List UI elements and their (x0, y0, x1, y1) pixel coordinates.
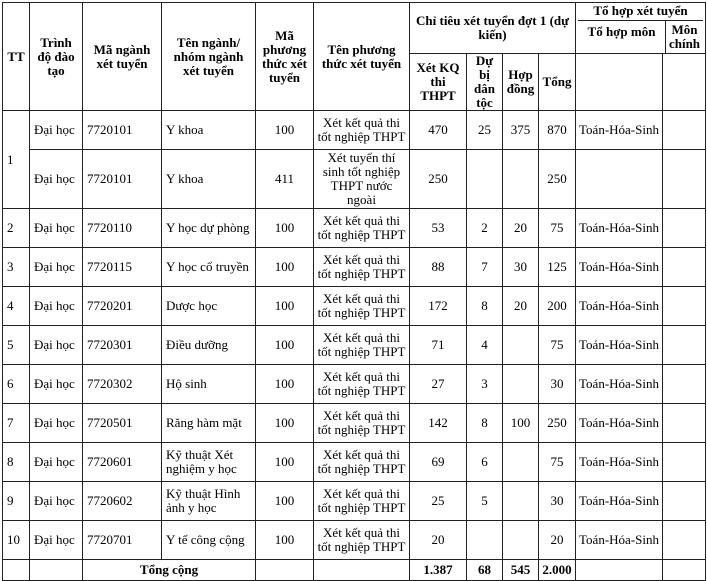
total-prep: 68 (467, 560, 503, 581)
cell-level: Đại học (30, 365, 83, 404)
cell-contract: 100 (503, 404, 539, 443)
cell-method: 100 (256, 209, 314, 248)
cell-name: Y học dự phòng (162, 209, 256, 248)
cell-code: 7720302 (83, 365, 162, 404)
header-quota-contract: Hợp đồng (503, 54, 539, 111)
cell-main (663, 443, 706, 482)
row-1b-thpt: 250 (410, 150, 467, 209)
cell-method: 100 (256, 326, 314, 365)
row-1-thpt: 470 (410, 111, 467, 150)
total-total: 2.000 (539, 560, 576, 581)
row-1b-combo (576, 150, 663, 209)
table-row (3, 326, 706, 365)
cell-tt: 5 (3, 326, 30, 365)
cell-main (663, 521, 706, 560)
cell-method-name: Xét kết quả thi tốt nghiệp THPT (314, 443, 410, 482)
row-1b-prep (467, 150, 503, 209)
cell-contract (503, 326, 539, 365)
cell-prep: 2 (467, 209, 503, 248)
cell-tt: 6 (3, 365, 30, 404)
cell-code: 7720701 (83, 521, 162, 560)
row-1-combo: Toán-Hóa-Sinh (576, 111, 663, 150)
row-1-prep: 25 (467, 111, 503, 150)
cell-method: 100 (256, 482, 314, 521)
cell-thpt: 20 (410, 521, 467, 560)
row-1-code: 7720101 (83, 111, 162, 150)
cell-combo: Toán-Hóa-Sinh (576, 209, 663, 248)
cell-method-name: Xét kết quả thi tốt nghiệp THPT (314, 248, 410, 287)
cell-code: 7720115 (83, 248, 162, 287)
total-label: Tổng cộng (83, 560, 256, 581)
cell-thpt: 27 (410, 365, 467, 404)
row-1-level: Đại học (30, 111, 83, 150)
header-quota-total: Tổng (539, 54, 576, 111)
table-row (3, 404, 706, 443)
cell-combo: Toán-Hóa-Sinh (576, 248, 663, 287)
cell-prep: 8 (467, 404, 503, 443)
cell-total: 250 (539, 404, 576, 443)
cell-prep: 6 (467, 443, 503, 482)
header-method-code: Mã phương thức xét tuyển (256, 3, 314, 111)
cell-contract (503, 482, 539, 521)
cell-method-name: Xét kết quả thi tốt nghiệp THPT (314, 404, 410, 443)
row-1-method-name: Xét kết quả thi tốt nghiệp THPT (314, 111, 410, 150)
cell-name: Y tế công cộng (162, 521, 256, 560)
cell-method: 100 (256, 248, 314, 287)
header-quota-group: Chỉ tiêu xét tuyển đợt 1 (dự kiến) (410, 3, 576, 54)
cell-combo: Toán-Hóa-Sinh (576, 443, 663, 482)
table-row (3, 209, 706, 248)
cell-method-name: Xét kết quả thi tốt nghiệp THPT (314, 209, 410, 248)
total-blank-1 (3, 560, 30, 581)
header-combo: Tổ hợp môn (578, 21, 666, 53)
cell-method: 100 (256, 443, 314, 482)
cell-level: Đại học (30, 209, 83, 248)
cell-combo: Toán-Hóa-Sinh (576, 482, 663, 521)
cell-total: 200 (539, 287, 576, 326)
cell-level: Đại học (30, 248, 83, 287)
cell-thpt: 71 (410, 326, 467, 365)
header-main-col (663, 54, 706, 111)
cell-level: Đại học (30, 404, 83, 443)
table-row (3, 365, 706, 404)
row-1-total: 870 (539, 111, 576, 150)
cell-total: 125 (539, 248, 576, 287)
cell-method-name: Xét kết quả thi tốt nghiệp THPT (314, 482, 410, 521)
cell-method: 100 (256, 521, 314, 560)
table-row (3, 443, 706, 482)
cell-contract (503, 365, 539, 404)
cell-combo: Toán-Hóa-Sinh (576, 326, 663, 365)
cell-level: Đại học (30, 521, 83, 560)
cell-code: 7720110 (83, 209, 162, 248)
cell-method-name: Xét kết quả thi tốt nghiệp THPT (314, 521, 410, 560)
header-combo-group (576, 3, 706, 54)
row-1b-method-name: Xét tuyển thí sinh tốt nghiệp THPT nước ngoài (314, 150, 410, 209)
cell-level: Đại học (30, 287, 83, 326)
cell-thpt: 142 (410, 404, 467, 443)
cell-contract (503, 443, 539, 482)
cell-contract: 20 (503, 287, 539, 326)
cell-code: 7720602 (83, 482, 162, 521)
cell-prep: 5 (467, 482, 503, 521)
cell-method: 100 (256, 287, 314, 326)
cell-name: Kỹ thuật Hình ảnh y học (162, 482, 256, 521)
cell-thpt: 25 (410, 482, 467, 521)
header-combo-col (576, 54, 663, 111)
cell-total: 75 (539, 443, 576, 482)
cell-method: 100 (256, 404, 314, 443)
cell-level: Đại học (30, 326, 83, 365)
header-main-subject: Môn chính (668, 22, 701, 51)
cell-prep: 4 (467, 326, 503, 365)
cell-thpt: 88 (410, 248, 467, 287)
cell-main (663, 287, 706, 326)
cell-total: 75 (539, 209, 576, 248)
cell-main (663, 209, 706, 248)
cell-main (663, 404, 706, 443)
row-1-tt: 1 (3, 111, 30, 209)
cell-thpt: 53 (410, 209, 467, 248)
total-blank-6 (663, 560, 706, 581)
cell-prep (467, 521, 503, 560)
row-1-method: 100 (256, 111, 314, 150)
row-1b-main (663, 150, 706, 209)
cell-level: Đại học (30, 443, 83, 482)
cell-code: 7720301 (83, 326, 162, 365)
cell-tt: 4 (3, 287, 30, 326)
total-blank-5 (576, 560, 663, 581)
row-1b-method: 411 (256, 150, 314, 209)
row-1-contract: 375 (503, 111, 539, 150)
total-blank-4 (314, 560, 410, 581)
cell-code: 7720601 (83, 443, 162, 482)
total-blank-3 (256, 560, 314, 581)
cell-main (663, 248, 706, 287)
total-blank-2 (30, 560, 83, 581)
cell-code: 7720501 (83, 404, 162, 443)
header-method-name: Tên phương thức xét tuyển (314, 3, 410, 111)
row-1b-total: 250 (539, 150, 576, 209)
cell-tt: 3 (3, 248, 30, 287)
cell-main (663, 482, 706, 521)
cell-prep: 8 (467, 287, 503, 326)
cell-total: 30 (539, 482, 576, 521)
cell-name: Răng hàm mặt (162, 404, 256, 443)
cell-level: Đại học (30, 482, 83, 521)
header-major-code: Mã ngành xét tuyển (83, 3, 162, 111)
cell-thpt: 69 (410, 443, 467, 482)
cell-total: 30 (539, 365, 576, 404)
cell-method-name: Xét kết quả thi tốt nghiệp THPT (314, 326, 410, 365)
header-tt: TT (3, 3, 30, 111)
table-row (3, 248, 706, 287)
table-row (3, 521, 706, 560)
header-quota-prep: Dự bị dân tộc (467, 54, 503, 111)
cell-main (663, 326, 706, 365)
cell-prep: 3 (467, 365, 503, 404)
total-thpt: 1.387 (410, 560, 467, 581)
header-quota-thpt: Xét KQ thi THPT (410, 54, 467, 111)
cell-prep: 7 (467, 248, 503, 287)
cell-thpt: 172 (410, 287, 467, 326)
row-1b-level: Đại học (30, 150, 83, 209)
cell-method: 100 (256, 365, 314, 404)
row-1-name: Y khoa (162, 111, 256, 150)
admission-quota-table (2, 2, 706, 581)
cell-name: Điều dưỡng (162, 326, 256, 365)
cell-main (663, 365, 706, 404)
row-1b-contract (503, 150, 539, 209)
row-1b-name: Y khoa (162, 150, 256, 209)
row-1-main (663, 111, 706, 150)
cell-name: Kỹ thuật Xét nghiệm y học (162, 443, 256, 482)
row-1b-code: 7720101 (83, 150, 162, 209)
cell-code: 7720201 (83, 287, 162, 326)
cell-tt: 7 (3, 404, 30, 443)
header-major-name: Tên ngành/ nhóm ngành xét tuyển (162, 3, 256, 111)
cell-total: 20 (539, 521, 576, 560)
cell-combo: Toán-Hóa-Sinh (576, 365, 663, 404)
table-row (3, 482, 706, 521)
cell-contract (503, 521, 539, 560)
cell-combo: Toán-Hóa-Sinh (576, 404, 663, 443)
cell-name: Y học cổ truyền (162, 248, 256, 287)
cell-tt: 8 (3, 443, 30, 482)
total-contract: 545 (503, 560, 539, 581)
header-combo-group-label: Tổ hợp xét tuyển (578, 3, 703, 21)
cell-total: 75 (539, 326, 576, 365)
header-level: Trình độ đào tạo (30, 3, 83, 111)
cell-contract: 30 (503, 248, 539, 287)
cell-contract: 20 (503, 209, 539, 248)
cell-combo: Toán-Hóa-Sinh (576, 521, 663, 560)
cell-combo: Toán-Hóa-Sinh (576, 287, 663, 326)
table-row (3, 287, 706, 326)
cell-name: Dược học (162, 287, 256, 326)
cell-tt: 10 (3, 521, 30, 560)
cell-method-name: Xét kết quả thi tốt nghiệp THPT (314, 365, 410, 404)
cell-method-name: Xét kết quả thi tốt nghiệp THPT (314, 287, 410, 326)
cell-tt: 2 (3, 209, 30, 248)
cell-tt: 9 (3, 482, 30, 521)
cell-name: Hộ sinh (162, 365, 256, 404)
